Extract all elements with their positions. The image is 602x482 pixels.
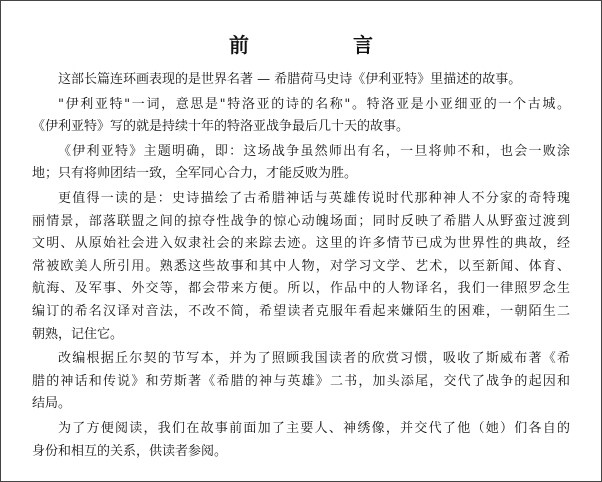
paragraph-line: 为了方便阅读，我们在故事前面加了主要人、神绣像，并交代了他（她）们各自的 — [58, 420, 570, 436]
paragraph-line: 改编根据丘尔契的节写本，并为了照顾我国读者的欣赏习惯，吸收了斯威布著《希 — [58, 351, 570, 367]
paragraph-line: 《伊利亚特》写的就是持续十年的特洛亚战争最后几十天的故事。 — [32, 119, 410, 135]
paragraph — [32, 348, 570, 416]
paragraph-line: 结局。 — [32, 396, 72, 412]
paragraph-line: 编订的希名汉译对音法，不改不简，希望读者克服年看起来嫌陌生的困难，一朝陌生二 — [32, 303, 570, 319]
paragraph — [32, 69, 570, 92]
paragraph-line: 《伊利亚特》主题明确，即：这场战争虽然师出有名，一旦将帅不和，也会一败涂 — [58, 143, 570, 159]
paragraph-line: 丽情景，部落联盟之间的掠夺性战争的惊心动魄场面；同时反映了希腊人从野蛮过渡到 — [32, 213, 570, 229]
paragraph-line: 地；只有将帅团结一致，全军同心合力，才能反败为胜。 — [32, 166, 358, 182]
document-body — [32, 69, 570, 465]
paragraph — [32, 94, 570, 139]
paragraph — [32, 188, 570, 346]
paragraph — [32, 418, 570, 463]
paragraph-line: 文明、从原始社会进入奴隶社会的来踪去迹。这里的许多情节已成为世界性的典故，经 — [32, 236, 570, 252]
page-title: 前 言 — [229, 33, 415, 57]
paragraph-line: 腊的神话和传说》和劳斯著《希腊的神与英雄》二书，加头添尾，交代了战争的起因和 — [32, 373, 570, 389]
paragraph-line: 身份和相互的关系，供读者参阅。 — [32, 443, 228, 459]
paragraph — [32, 141, 570, 186]
paragraph-line: "伊利亚特"一词，意思是"特洛亚的诗的名称"。特洛亚是小亚细亚的一个古城。 — [58, 96, 570, 112]
paragraph-line: 朝熟，记住它。 — [32, 326, 124, 342]
paragraph-line: 更值得一读的是：史诗描绘了古希腊神话与英雄传说时代那种神人不分家的奇特瑰 — [58, 190, 570, 206]
paragraph-line: 这部长篇连环画表现的是世界名著 — 希腊荷马史诗《伊利亚特》里描述的故事。 — [58, 72, 522, 87]
paragraph-line: 常被欧美人所引用。熟悉这些故事和其中人物，对学习文学、艺术，以至新闻、体育、 — [32, 258, 570, 274]
paragraph-line: 航海、及军事、外交等，都会带来方便。所以，作品中的人物译名，我们一律照罗念生 — [32, 281, 570, 297]
